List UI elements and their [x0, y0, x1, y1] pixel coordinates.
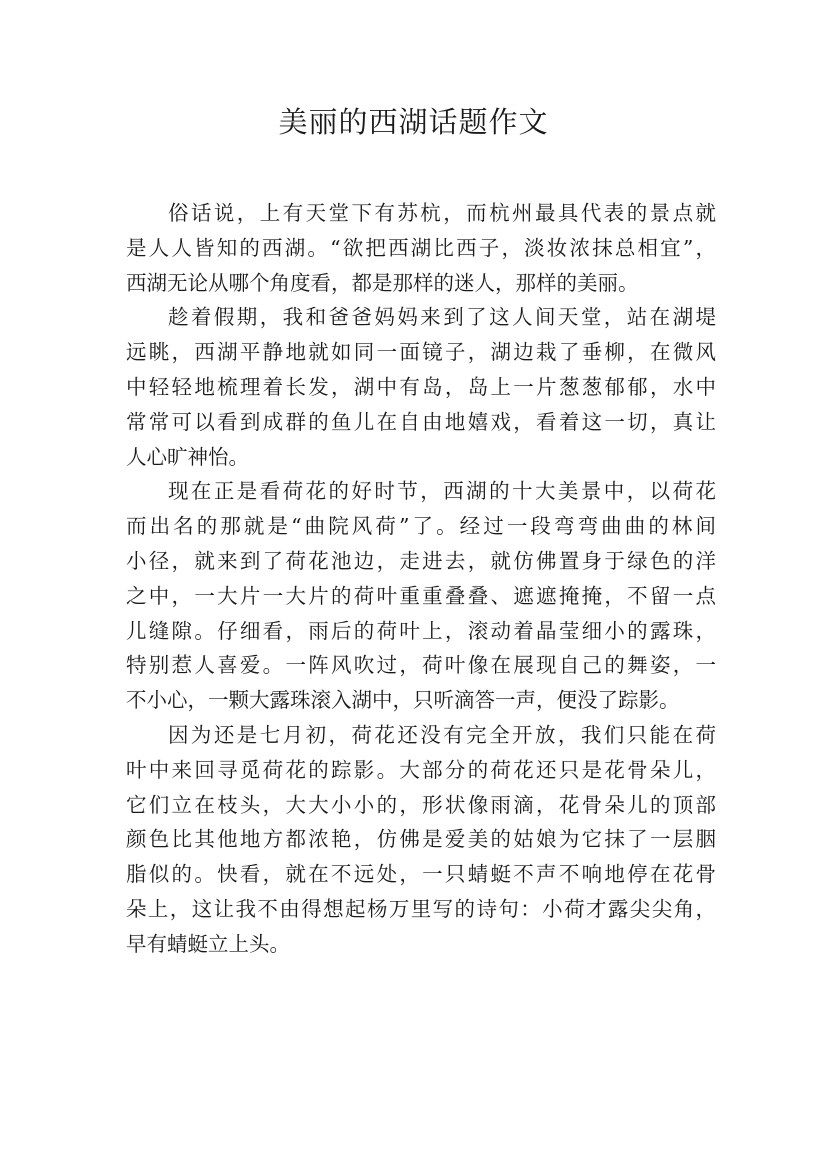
essay-line: 不小心，一颗大露珠滚入湖中，只听滴答一声，便没了踪影。 [126, 688, 680, 713]
essay-line: 是人人皆知的西湖。“欲把西湖比西子，淡妆浓抹总相宜”， [126, 235, 716, 260]
essay-line: 朵上，这让我不由得想起杨万里写的诗句：小荷才露尖尖角， [126, 896, 716, 921]
essay-line: 小径，就来到了荷花池边，走进去，就仿佛置身于绿色的洋 [126, 548, 716, 573]
essay-line: 儿缝隙。仔细看，雨后的荷叶上，滚动着晶莹细小的露珠， [126, 618, 716, 643]
essay-line: 中轻轻地梳理着长发，湖中有岛，岛上一片葱葱郁郁，水中 [126, 374, 716, 399]
essay-line: 西湖无论从哪个角度看，都是那样的迷人，那样的美丽。 [126, 270, 639, 295]
essay-line: 特别惹人喜爱。一阵风吹过，荷叶像在展现自己的舞姿，一 [126, 653, 716, 678]
essay-line: 远眺，西湖平静地就如同一面镜子，湖边栽了垂柳，在微风 [126, 340, 716, 365]
essay-line: 俗话说，上有天堂下有苏杭，而杭州最具代表的景点就 [168, 201, 716, 225]
essay-line: 叶中来回寻觅荷花的踪影。大部分的荷花还只是花骨朵儿， [126, 757, 716, 782]
essay-line: 它们立在枝头，大大小小的，形状像雨滴，花骨朵儿的顶部 [126, 792, 716, 817]
essay-body [126, 196, 716, 962]
essay-line: 而出名的那就是“曲院风荷”了。经过一段弯弯曲曲的林间 [126, 514, 716, 539]
essay-line: 趁着假期，我和爸爸妈妈来到了这人间天堂，站在湖堤 [168, 305, 716, 330]
essay-line: 脂似的。快看，就在不远处，一只蜻蜓不声不响地停在花骨 [126, 862, 716, 887]
document-title: 美丽的西湖话题作文 [278, 105, 549, 139]
essay-line: 颜色比其他地方都浓艳，仿佛是爱美的姑娘为它抹了一层胭 [126, 827, 716, 852]
essay-line: 之中，一大片一大片的荷叶重重叠叠、遮遮掩掩，不留一点 [126, 583, 716, 608]
essay-line: 因为还是七月初，荷花还没有完全开放，我们只能在荷 [168, 722, 716, 747]
essay-line: 早有蜻蜓立上头。 [126, 931, 290, 956]
essay-line: 现在正是看荷花的好时节，西湖的十大美景中，以荷花 [168, 479, 716, 504]
essay-line: 人心旷神怡。 [126, 444, 249, 469]
essay-line: 常常可以看到成群的鱼儿在自由地嬉戏，看着这一切，真让 [126, 409, 716, 434]
